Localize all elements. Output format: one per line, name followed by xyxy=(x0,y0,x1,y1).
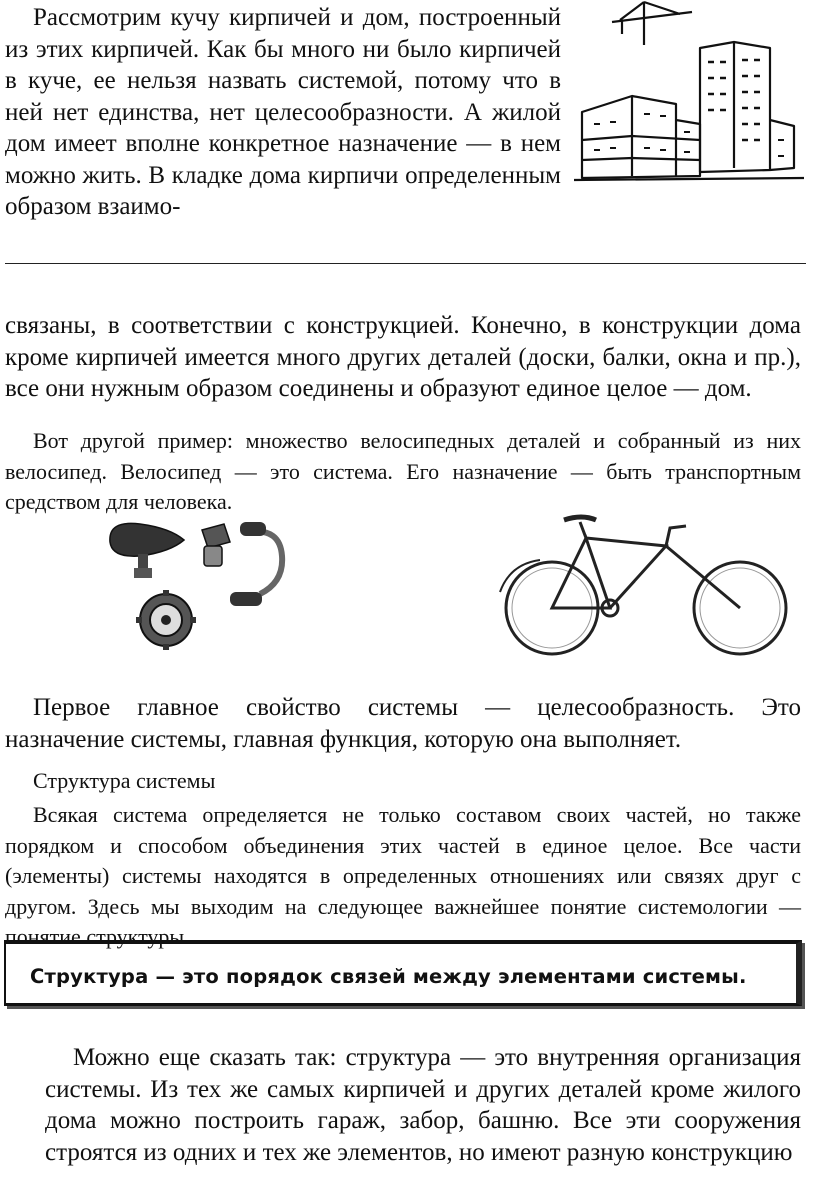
definition-term: Структура xyxy=(30,965,149,988)
paragraph-purposefulness: Первое главное свойство системы — целесообразность. Это назначение системы, главная функция, которую она выполняет. xyxy=(5,694,801,753)
paragraph-structure-definition: Всякая система определяется не только составом своих частей, но также порядком и способом объединения этих частей в единое целое. Все части (элементы) системы находятся в определенных отношениях или связях друг с другом. Здесь мы выходим на следующее важнейшее понятие системологии — понятие структуры. xyxy=(5,802,801,949)
definition-rest: — это порядок связей между элементами системы. xyxy=(148,965,747,988)
paragraph-bicycle-example: Вот другой пример: множество велосипедных деталей и собранный из них велосипед. Велосипед — это система. Его назначение — быть транспортным средством для человека. xyxy=(5,428,801,514)
bicycle-illustration xyxy=(490,508,800,658)
definition-box xyxy=(4,940,802,1006)
bicycle-parts-illustration xyxy=(100,512,310,662)
separator-line xyxy=(5,263,806,264)
paragraph-bricks-intro: Рассмотрим кучу кирпичей и дом, построенный из этих кирпичей. Как бы много ни было кирпичей в куче, ее нельзя назвать системой, потому что в ней нет единства, нет целесообразности. А жилой дом имеет вполне конкретное назначение — в нем можно жить. В кладке дома кирпичи определенным образом взаимо- xyxy=(5,4,561,220)
building-illustration xyxy=(572,0,808,190)
definition-text xyxy=(30,965,747,988)
section-heading-system-structure: Структура системы xyxy=(33,768,216,793)
paragraph-house-structure: связаны, в соответствии с конструкцией. Конечно, в конструкции дома кроме кирпичей имеется много других деталей (доски, балки, окна и пр.), все они нужным образом соединены и образуют единое целое — дом. xyxy=(5,312,801,402)
paragraph-internal-organization: Можно еще сказать так: структура — это внутренняя организация системы. Из тех же самых кирпичей и других деталей кроме жилого дома можно построить гараж, забор, башню. Все эти сооружения строятся из одних и тех же элементов, но имеют разную конструкцию xyxy=(45,1044,801,1166)
